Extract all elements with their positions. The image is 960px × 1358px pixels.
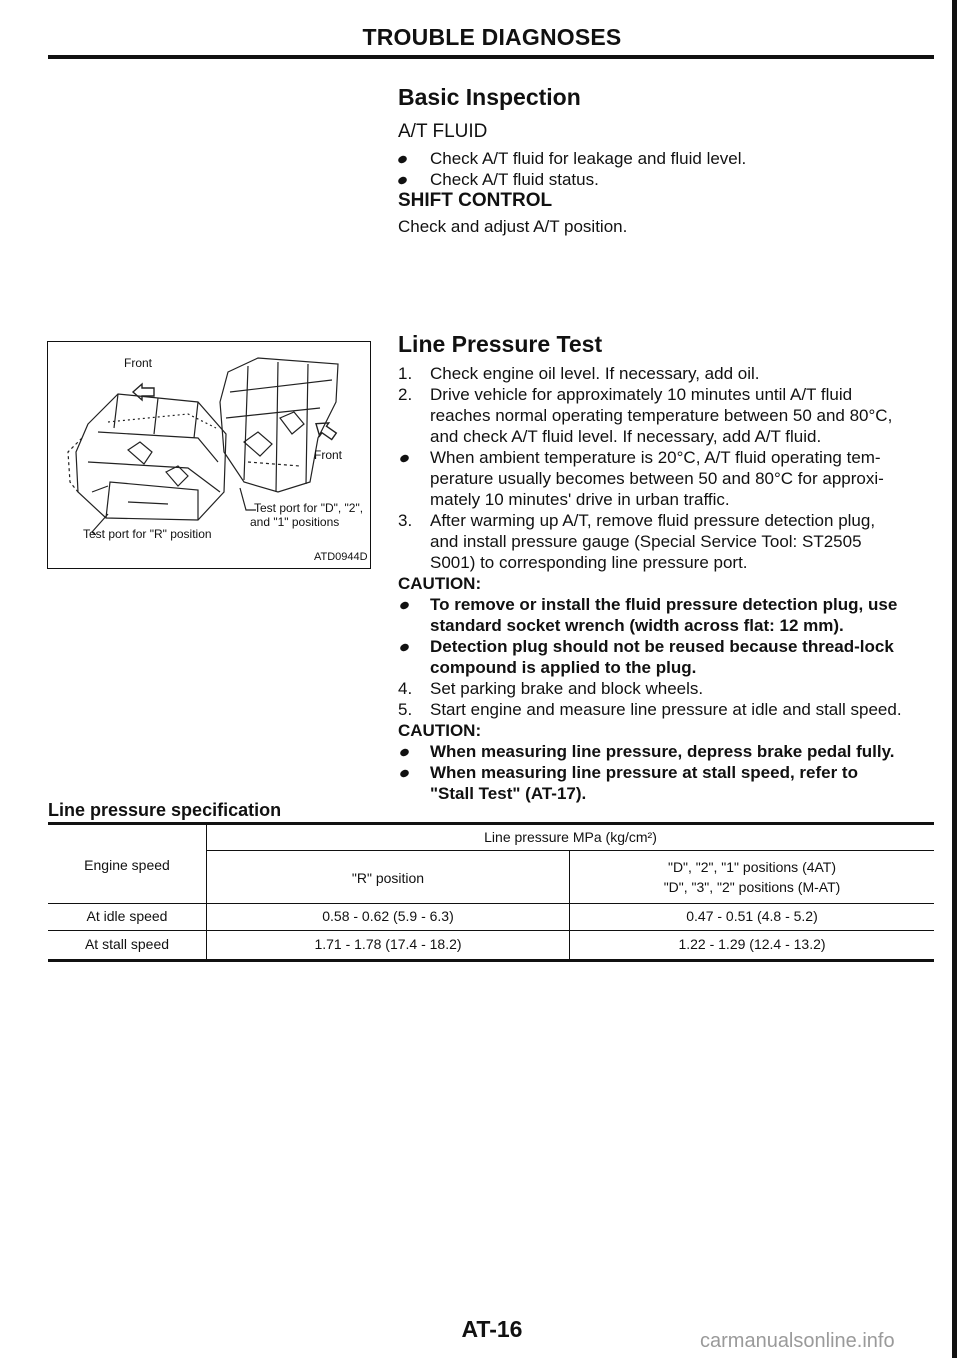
table-header-d-positions-4at: "D", "2", "1" positions (4AT): [667, 859, 837, 875]
step-text: After warming up A/T, remove fluid pressure detection plug,: [430, 511, 876, 530]
table-header-group: Line pressure MPa (kg/cm²): [484, 829, 657, 845]
table-cell-d: 1.22 - 1.29 (12.4 - 13.2): [678, 936, 826, 952]
table-cell-d: 0.47 - 0.51 (4.8 - 5.2): [686, 908, 818, 924]
caution-text: When measuring line pressure at stall speed, refer to: [430, 763, 858, 782]
table-cell-speed: At stall speed: [84, 936, 170, 952]
subheading-shift-control: SHIFT CONTROL: [398, 190, 553, 211]
shift-control-text: Check and adjust A/T position.: [398, 217, 628, 236]
table-rule: [48, 930, 934, 931]
step-number: 3.: [398, 511, 413, 530]
section-title-basic-inspection: Basic Inspection: [398, 84, 581, 110]
step-text: and install pressure gauge (Special Service Tool: ST2505: [430, 532, 862, 551]
caution-label: CAUTION:: [398, 721, 482, 740]
bullet-icon: [399, 768, 410, 778]
transmission-figure: [47, 341, 371, 569]
step-number: 4.: [398, 679, 413, 698]
note-text: When ambient temperature is 20°C, A/T fluid operating tem-: [430, 448, 881, 467]
table-header-engine-speed: Engine speed: [84, 857, 170, 873]
caution-text: When measuring line pressure, depress brake pedal fully.: [430, 742, 895, 761]
step-text: reaches normal operating temperature between 50 and 80°C,: [430, 406, 893, 425]
caution-text: compound is applied to the plug.: [430, 658, 697, 677]
table-header-r-position: "R" position: [351, 870, 425, 886]
table-title: Line pressure specification: [48, 800, 282, 820]
section-title-line-pressure-test: Line Pressure Test: [398, 331, 603, 357]
table-rule: [48, 959, 934, 962]
bullet-icon: [399, 600, 410, 610]
figure-label-port-r: Test port for "R" position: [83, 527, 212, 541]
step-text: Drive vehicle for approximately 10 minutes until A/T fluid: [430, 385, 853, 404]
subheading-at-fluid: A/T FLUID: [398, 121, 488, 142]
page-number: AT-16: [461, 1316, 523, 1342]
list-item-text: Check A/T fluid for leakage and fluid level.: [430, 149, 747, 168]
list-item-text: Check A/T fluid status.: [430, 170, 599, 189]
page-edge-bar: [952, 0, 957, 1358]
table-cell-r: 0.58 - 0.62 (5.9 - 6.3): [322, 908, 454, 924]
step-text: and check A/T fluid level. If necessary, add A/T fluid.: [430, 427, 822, 446]
table-rule: [48, 903, 934, 904]
step-number: 2.: [398, 385, 413, 404]
bullet-icon: [399, 642, 410, 652]
step-number: 5.: [398, 700, 413, 719]
bullet-icon: [397, 154, 408, 164]
step-text: Start engine and measure line pressure at idle and stall speed.: [430, 700, 902, 719]
caution-label: CAUTION:: [398, 574, 482, 593]
table-rule: [207, 850, 934, 851]
caution-text: "Stall Test" (AT-17).: [430, 784, 587, 803]
table-cell-speed: At idle speed: [86, 908, 168, 924]
bullet-icon: [397, 175, 408, 185]
figure-code: ATD0944D: [314, 551, 368, 563]
figure-label-front-top: Front: [124, 356, 153, 370]
caution-text: standard socket wrench (width across flat: 12 mm).: [430, 616, 844, 635]
caution-text: Detection plug should not be reused because thread-lock: [430, 637, 894, 656]
table-header-d-positions-mat: "D", "3", "2" positions (M-AT): [663, 879, 841, 895]
table-rule: [48, 822, 934, 825]
note-text: mately 10 minutes' drive in urban traffic.: [430, 490, 730, 509]
caution-text: To remove or install the fluid pressure detection plug, use: [430, 595, 898, 614]
watermark-text: carmanualsonline.info: [700, 1330, 895, 1352]
note-text: perature usually becomes between 50 and 80°C for approxi-: [430, 469, 884, 488]
step-text: S001) to corresponding line pressure port.: [430, 553, 748, 572]
page-header-title: TROUBLE DIAGNOSES: [362, 24, 622, 50]
header-rule: [48, 55, 934, 59]
table-cell-r: 1.71 - 1.78 (17.4 - 18.2): [314, 936, 462, 952]
step-number: 1.: [398, 364, 413, 383]
figure-label-port-d-line1: Test port for "D", "2",: [254, 501, 364, 515]
figure-label-port-d-line2: and "1" positions: [250, 515, 340, 529]
bullet-icon: [399, 747, 410, 757]
step-text: Set parking brake and block wheels.: [430, 679, 704, 698]
step-text: Check engine oil level. If necessary, add oil.: [430, 364, 760, 383]
figure-label-front-right: Front: [314, 448, 343, 462]
bullet-icon: [399, 453, 410, 463]
